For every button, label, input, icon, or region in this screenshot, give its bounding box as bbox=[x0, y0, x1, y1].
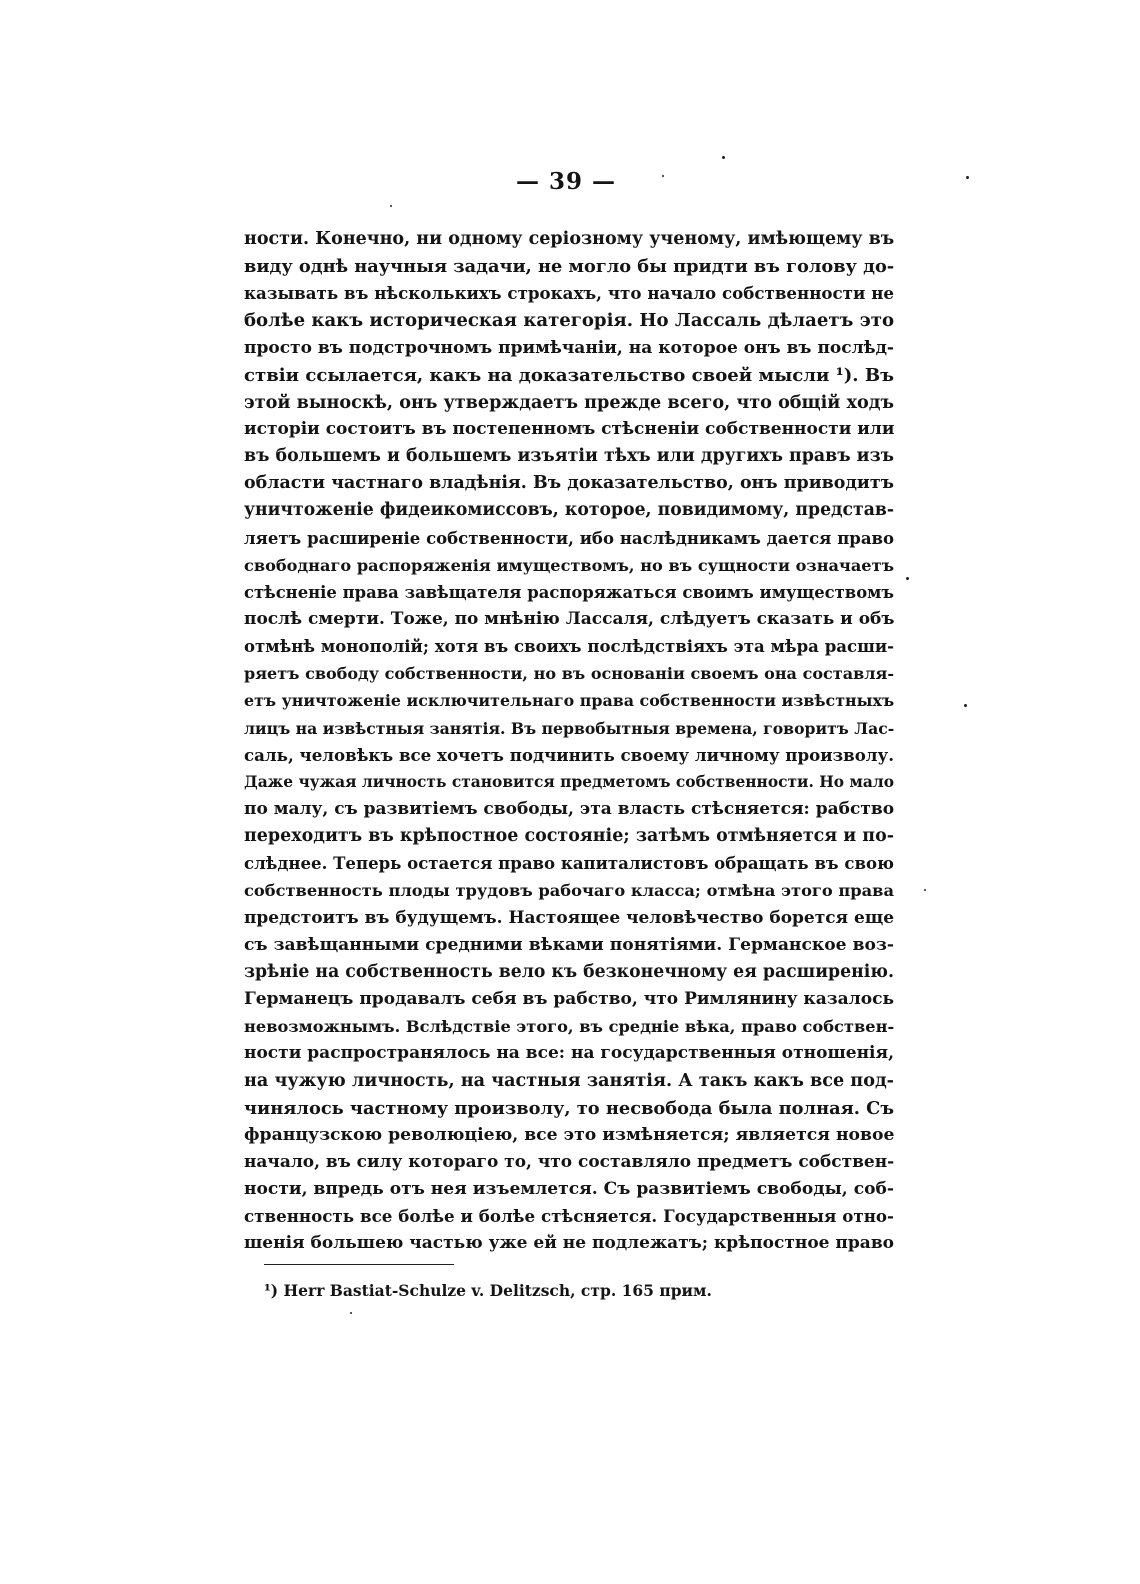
text-line: болѣе какъ историческая категорія. Но Лассаль дѣлаетъ это bbox=[244, 310, 894, 332]
text-line: ности распространялось на все: на государственныя отношенія, bbox=[244, 1043, 894, 1064]
text-line: ности. Конечно, ни одному серіозному ученому, имѣющему въ bbox=[244, 229, 895, 249]
scan-speck bbox=[906, 577, 909, 580]
text-line: просто въ подстрочномъ примѣчаніи, на которое онъ въ послѣд- bbox=[244, 337, 894, 358]
text-line: въ большемъ и большемъ изъятіи тѣхъ или другихъ правъ изъ bbox=[244, 446, 894, 467]
text-line: собственность плоды трудовъ рабочаго класса; отмѣна этого права bbox=[244, 881, 894, 901]
text-line: чинялось частному произволу, то несвобода была полная. Съ bbox=[244, 1097, 894, 1119]
scan-speck bbox=[964, 704, 967, 707]
body-text bbox=[244, 226, 894, 1257]
scan-speck bbox=[662, 175, 664, 177]
text-line: шенія большею частью уже ей не подлежатъ; крѣпостное право bbox=[244, 1233, 894, 1254]
page-number bbox=[0, 168, 1140, 195]
scan-speck bbox=[350, 1312, 352, 1314]
text-line: французскою революціею, все это измѣняется; является новое bbox=[244, 1124, 895, 1145]
text-line: ствіи ссылается, какъ на доказательство своей мысли ¹). Въ bbox=[244, 364, 894, 386]
text-line: послѣ смерти. Тоже, по мнѣнію Лассаля, слѣдуетъ сказать и объ bbox=[244, 608, 895, 629]
text-line: казывать въ нѣсколькихъ строкахъ, что начало собственности не bbox=[244, 283, 894, 304]
text-line: Германецъ продавалъ себя въ рабство, что Римлянину казалось bbox=[244, 988, 895, 1009]
text-line: уничтоженіе фидеикомиссовъ, которое, повидимому, представ- bbox=[244, 500, 894, 521]
text-line: етъ уничтоженіе исключительнаго права собственности извѣстныхъ bbox=[244, 691, 895, 711]
text-line: на чужую личность, на частныя занятія. А такъ какъ все под- bbox=[244, 1070, 894, 1092]
footnote: ¹) Herr Bastiat-Schulze v. Delitzsch, стр. 165 прим. bbox=[264, 1281, 712, 1300]
text-line: ляетъ расширеніе собственности, ибо наслѣдникамъ дается право bbox=[244, 527, 894, 548]
text-line: переходитъ въ крѣпостное состояніе; затѣмъ отмѣняется и по- bbox=[244, 826, 894, 847]
scan-speck bbox=[966, 176, 969, 179]
text-line: этой выноскѣ, онъ утверждаетъ прежде всего, что общій ходъ bbox=[244, 391, 894, 413]
text-line: предстоитъ въ будущемъ. Настоящее человѣчество борется еще bbox=[244, 907, 894, 928]
text-line: начало, въ силу котораго то, что составляло предметъ собствен- bbox=[244, 1151, 895, 1172]
footnote-divider bbox=[264, 1264, 454, 1265]
text-line: стѣсненіе права завѣщателя распоряжаться своимъ имуществомъ bbox=[244, 582, 894, 602]
text-line: ряетъ свободу собственности, но въ основаніи своемъ она составля- bbox=[244, 664, 894, 684]
text-line: зрѣніе на собственность вело къ безконечному ея расширенію. bbox=[244, 961, 894, 982]
text-line: ности, впредь отъ нея изъемлется. Съ развитіемъ свободы, соб- bbox=[244, 1178, 894, 1199]
text-line: свободнаго распоряженія имуществомъ, но въ сущности означаетъ bbox=[244, 555, 894, 575]
text-line: съ завѣщанными средними вѣками понятіями. Германское воз- bbox=[244, 934, 894, 955]
text-line: отмѣнѣ монополій; хотя въ своихъ послѣдствіяхъ эта мѣра расши- bbox=[244, 636, 894, 657]
text-line: Даже чужая личность становится предметомъ собственности. Но мало bbox=[244, 772, 894, 791]
page-number-text: — 39 — bbox=[515, 168, 617, 195]
text-line: невозможнымъ. Вслѣдствіе этого, въ средніе вѣка, право собствен- bbox=[244, 1017, 895, 1037]
scan-speck bbox=[924, 889, 926, 891]
text-line: по малу, съ развитіемъ свободы, эта власть стѣсняется: рабство bbox=[244, 798, 895, 819]
text-line: лицъ на извѣстныя занятія. Въ первобытныя времена, говоритъ Лас- bbox=[244, 718, 895, 738]
text-line: саль, человѣкъ все хочетъ подчинить своему личному произволу. bbox=[244, 744, 894, 765]
text-line: ственность все болѣе и болѣе стѣсняется. Государственныя отно- bbox=[244, 1206, 894, 1227]
scan-speck bbox=[722, 156, 725, 159]
text-line: слѣднее. Теперь остается право капиталистовъ обращать въ свою bbox=[244, 853, 894, 874]
text-line: области частнаго владѣнія. Въ доказательство, онъ приводитъ bbox=[244, 473, 894, 494]
scan-speck bbox=[390, 205, 392, 207]
text-line: исторіи состоитъ въ постепенномъ стѣсненіи собственности или bbox=[244, 418, 895, 439]
text-line: виду однѣ научныя задачи, не могло бы придти въ голову до- bbox=[244, 256, 895, 278]
